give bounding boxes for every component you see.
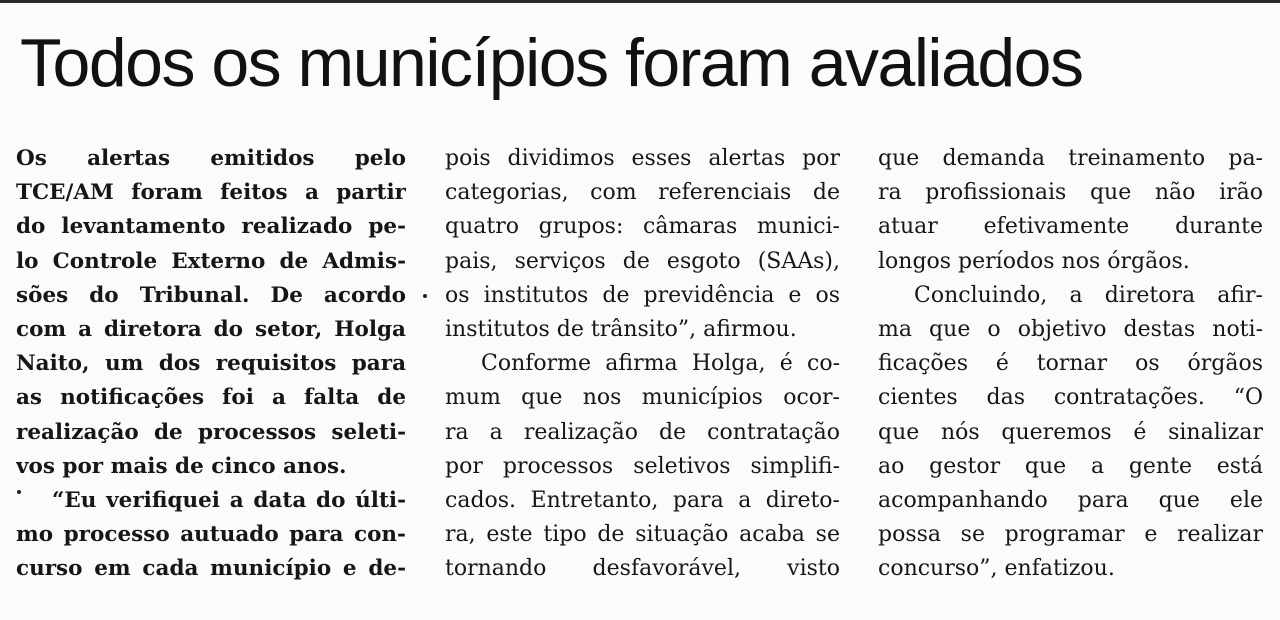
text-line: realização de processos seleti- — [16, 419, 406, 445]
text-line: ra, este tipo de situação acaba se — [445, 522, 840, 548]
text-line: as notificações foi a falta de — [16, 385, 406, 411]
text-line: os institutos de previdência e os — [445, 282, 840, 308]
text-line: categorias, com referenciais de — [445, 180, 840, 206]
text-line: pois dividimos esses alertas por — [445, 146, 840, 171]
text-line: “Eu verifiquei a data do últi- — [52, 487, 406, 513]
print-speck — [423, 294, 427, 298]
text-line: Naito, um dos requisitos para — [16, 351, 406, 377]
text-line: acompanhando para que ele — [878, 487, 1263, 513]
text-line: lo Controle Externo de Admis- — [16, 248, 406, 274]
text-line: com a diretora do setor, Holga — [16, 316, 406, 342]
text-line: tornando desfavorável, visto — [445, 556, 840, 582]
text-line: ra a realização de contratação — [445, 419, 840, 445]
text-line: mo processo autuado para con- — [16, 522, 406, 548]
text-line: cados. Entretanto, para a direto- — [445, 487, 840, 513]
text-line: pais, serviços de esgoto (SAAs), — [445, 248, 840, 274]
article-column-3 — [878, 142, 1263, 586]
text-line: mum que nos municípios ocor- — [445, 385, 840, 411]
text-line: Os alertas emitidos pelo — [16, 146, 406, 171]
text-line: possa se programar e realizar — [878, 522, 1263, 548]
text-line: concurso”, enfatizou. — [878, 556, 1115, 582]
text-line: Conforme afirma Holga, é co- — [481, 351, 840, 377]
headline: Todos os municípios foram avaliados — [20, 25, 1083, 101]
text-line: curso em cada município e de- — [16, 556, 406, 582]
text-line: vos por mais de cinco anos. — [16, 453, 347, 479]
text-line: ma que o objetivo destas noti- — [878, 316, 1263, 342]
text-line: quatro grupos: câmaras munici- — [445, 214, 840, 240]
text-line: longos períodos nos órgãos. — [878, 248, 1190, 274]
text-line: do levantamento realizado pe- — [16, 214, 406, 240]
article-column-1 — [16, 142, 406, 586]
article-column-2 — [445, 142, 840, 586]
top-border-rule — [0, 0, 1280, 3]
print-speck — [17, 490, 21, 494]
text-line: por processos seletivos simplifi- — [445, 453, 840, 479]
text-line: que demanda treinamento pa- — [878, 146, 1263, 171]
text-line: TCE/AM foram feitos a partir — [16, 180, 406, 206]
text-line: ficações é tornar os órgãos — [878, 351, 1263, 377]
text-line: ao gestor que a gente está — [878, 453, 1263, 479]
text-line: atuar efetivamente durante — [878, 214, 1263, 240]
text-line: Concluindo, a diretora afir- — [914, 282, 1263, 308]
text-line: que nós queremos é sinalizar — [878, 419, 1263, 445]
text-line: institutos de trânsito”, afirmou. — [445, 316, 797, 342]
text-line: ra profissionais que não irão — [878, 180, 1263, 206]
text-line: sões do Tribunal. De acordo — [16, 282, 406, 308]
text-line: cientes das contratações. “O — [878, 385, 1263, 411]
